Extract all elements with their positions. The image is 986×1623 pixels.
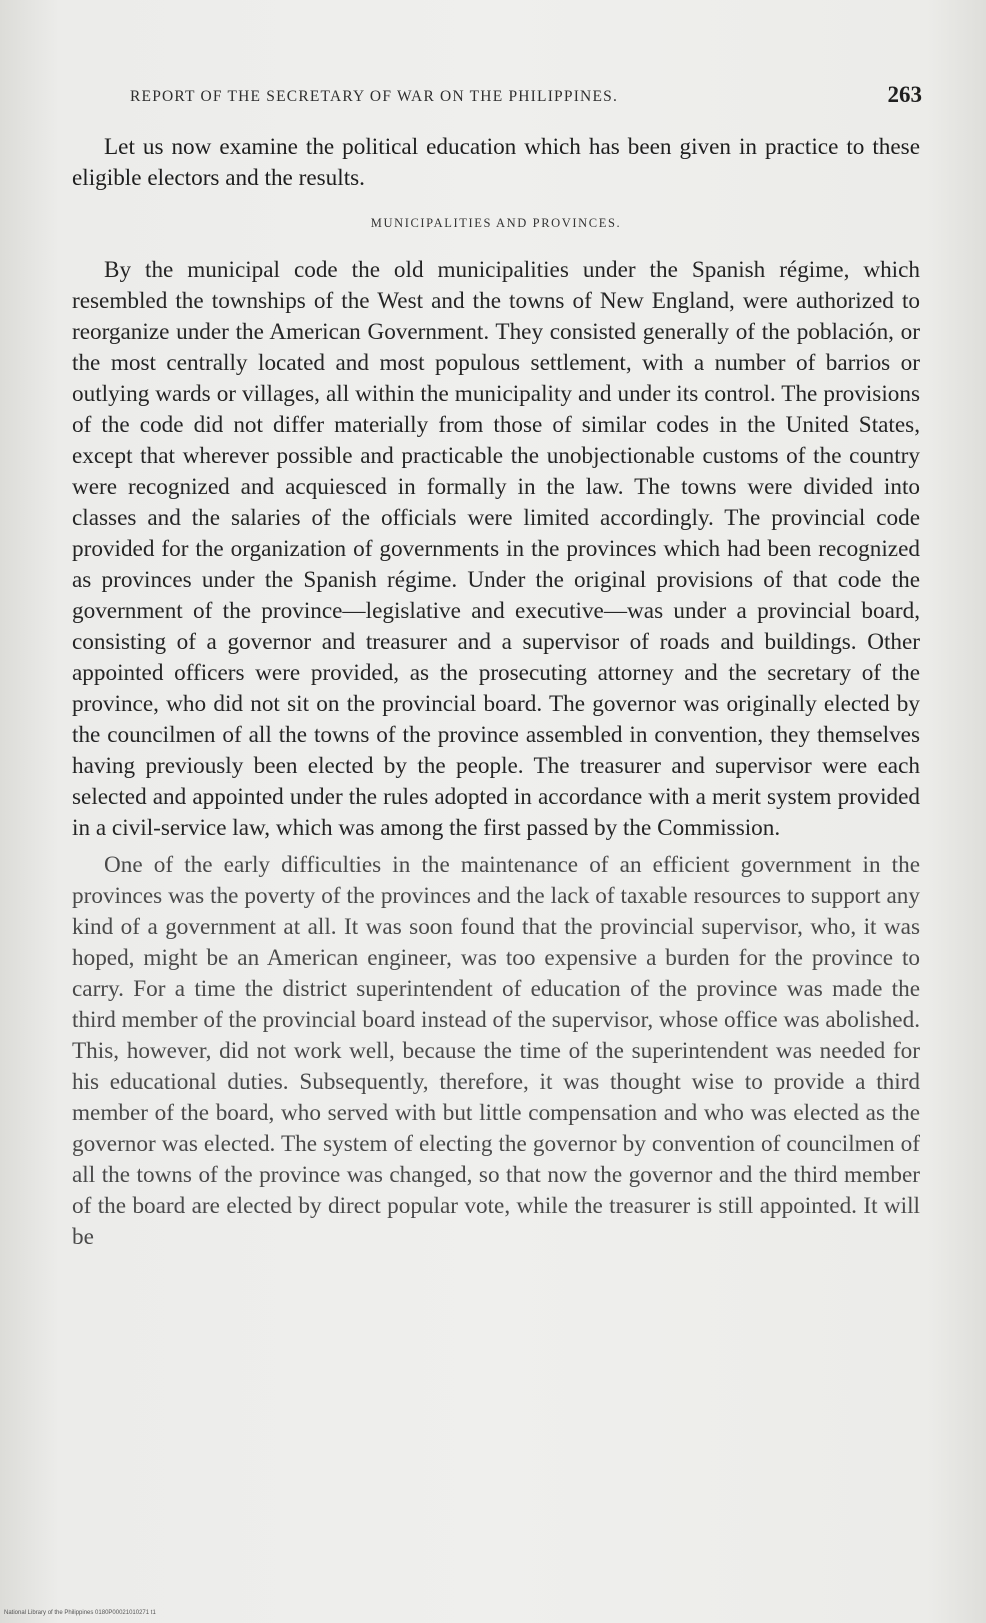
- paragraph-municipal-code: By the municipal code the old municipalities under the Spanish régime, which resembled the townships of the West and the towns of New England, were authorized to reorganize under the American Government. They consisted generally of the población, or the most centrally located and most populous settlement, with a number of barrios or outlying wards or villages, all within the municipality and under its control. The provisions of the code did not differ materially from those of similar codes in the United States, except that wherever possible and practicable the unobjectionable customs of the country were recognized and acquiesced in formally in the law. The towns were divided into classes and the salaries of the officials were limited accordingly. The provincial code provided for the organization of governments in the provinces which had been recognized as provinces under the Spanish régime. Under the original provisions of that code the government of the province—legislative and executive—was under a provincial board, consisting of a governor and treasurer and a supervisor of roads and buildings. Other appointed officers were provided, as the prosecuting attorney and the secretary of the province, who did not sit on the provincial board. The governor was originally elected by the councilmen of all the towns of the province assembled in convention, they themselves having previously been elected by the people. The treasurer and supervisor were each selected and appointed under the rules adopted in accordance with a merit system provided in a civil-service law, which was among the first passed by the Commission.: [72, 257, 920, 841]
- section-heading: MUNICIPALITIES AND PROVINCES.: [370, 216, 622, 230]
- body-text: [72, 132, 920, 1253]
- scan-footer-note: National Library of the Philippines 0180P00021010271 t1: [4, 1610, 156, 1616]
- running-title: REPORT OF THE SECRETARY OF WAR ON THE PHILIPPINES.: [130, 88, 619, 105]
- paragraph-early-difficulties: One of the early difficulties in the maintenance of an efficient government in the provinces was the poverty of the provinces and the lack of taxable resources to support any kind of a government at all. It was soon found that the provincial supervisor, who, it was hoped, might be an American engineer, was too expensive a burden for the province to carry. For a time the district superintendent of education of the province was made the third member of the provincial board instead of the supervisor, whose office was abolished. This, however, did not work well, because the time of the superintendent was needed for his educational duties. Subsequently, therefore, it was thought wise to provide a third member of the board, who served with but little compensation and who was elected as the governor was elected. The system of electing the governor by convention of councilmen of all the towns of the province was changed, so that now the governor and the third member of the board are elected by direct popular vote, while the treasurer is still appointed. It will be: [72, 852, 920, 1250]
- running-header: [118, 82, 922, 112]
- intro-paragraph: Let us now examine the political education which has been given in practice to these eligible electors and the results.: [72, 134, 920, 191]
- page-number: 263: [887, 82, 922, 107]
